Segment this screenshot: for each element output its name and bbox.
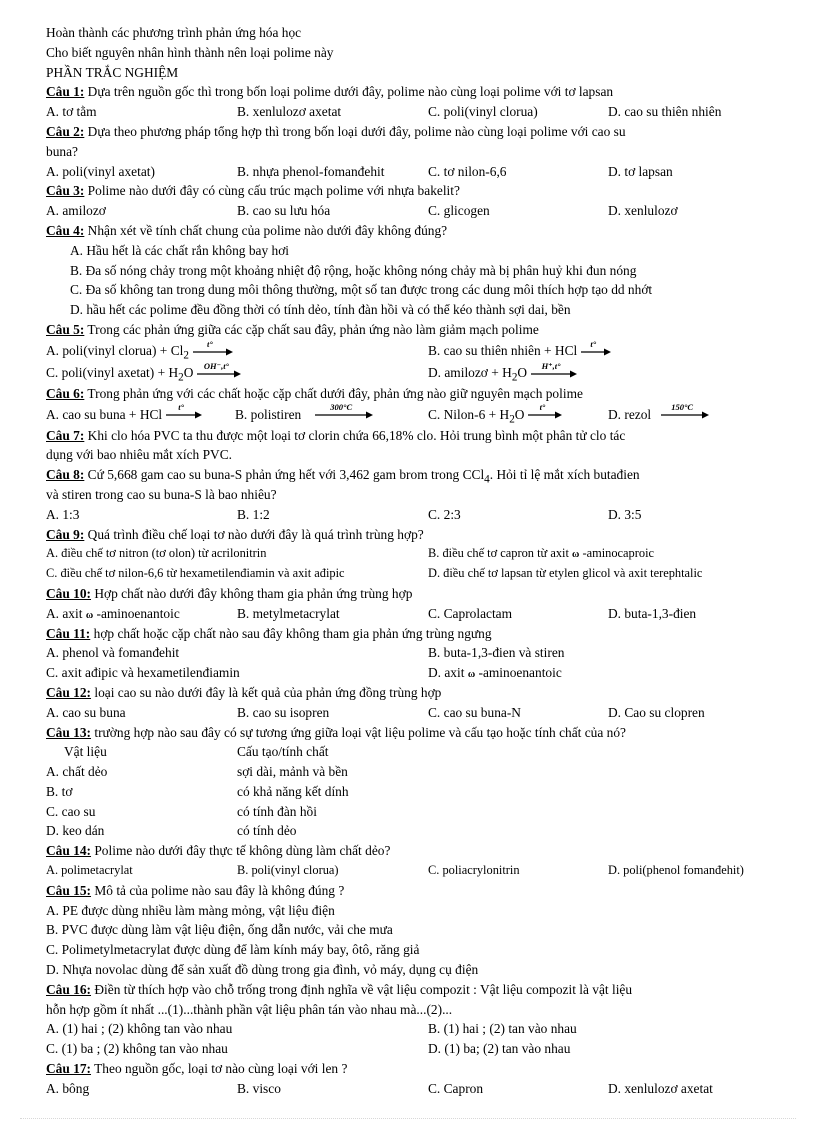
option-a: A. Hầu hết là các chất rắn không bay hơi	[70, 242, 290, 258]
option-a: A. axit ω -aminoenantoic	[46, 605, 180, 621]
option-c: C. Đa số không tan trong dung môi thông thường, một số tan được trong các dung môi thích hợp tạo dd nhớt	[70, 282, 653, 298]
option-b: B. (1) hai ; (2) tan vào nhau	[428, 1021, 577, 1037]
option-b: B. PVC được dùng làm vật liệu điện, ống dẫn nước, vải che mưa	[46, 922, 393, 938]
options-row	[46, 102, 772, 122]
options-row	[46, 1079, 772, 1099]
question-13	[46, 723, 772, 743]
option-c: C. Polimetylmetacrylat được dùng để làm kính máy bay, ôtô, răng giả	[46, 942, 420, 958]
question-label: Câu 2:	[46, 123, 85, 139]
option-b: B. nhựa phenol-fomanđehit	[237, 163, 385, 179]
question-text: Polime nào dưới đây thực tế không dùng làm chất dẻo?	[91, 843, 391, 859]
question-text: Hợp chất nào dưới đây không tham gia phản ứng trùng hợp	[91, 585, 413, 601]
question-text: hợp chất hoặc cặp chất nào sau đây không tham gia phản ứng trùng ngưng	[90, 625, 492, 641]
question-6	[46, 384, 772, 404]
option-b: B. poli(vinyl clorua)	[237, 863, 339, 878]
question-14	[46, 841, 772, 861]
question-3	[46, 181, 772, 201]
options-row	[46, 544, 772, 564]
options-row	[46, 1039, 772, 1059]
question-text-cont: buna?	[46, 143, 78, 159]
question-12	[46, 683, 772, 703]
options-row	[46, 703, 772, 723]
option-c: C. poli(vinyl clorua)	[428, 104, 538, 120]
question-label: Câu 1:	[46, 84, 85, 100]
question-label: Câu 8:	[46, 467, 85, 483]
reaction-c: C. Nilon-6 + $H_2O$ t°	[428, 404, 566, 431]
question-9	[46, 525, 772, 545]
arrow-icon: OH⁻,t°	[197, 370, 241, 378]
option-c: C. glicogen	[428, 203, 490, 219]
option-d: D. Nhựa novolac dùng để sản xuất đồ dùng trong gia đình, vỏ máy, dụng cụ điện	[46, 962, 479, 978]
row-material: C. cao su	[46, 803, 96, 819]
question-label: Câu 7:	[46, 427, 85, 443]
option-a: A. điều chế tơ nitron (tơ olon) từ acrilonitrin	[46, 546, 267, 561]
option-c: C. cao su buna-N	[428, 704, 521, 720]
option-d: D. tơ lapsan	[608, 163, 673, 179]
question-label: Câu 15:	[46, 882, 92, 898]
option-d: D. buta-1,3-đien	[608, 605, 697, 621]
option-b: B. xenlulozơ axetat	[237, 104, 342, 120]
question-label: Câu 3:	[46, 183, 85, 199]
table-row	[46, 802, 772, 822]
options-row	[46, 643, 772, 663]
row-material: D. keo dán	[46, 823, 105, 839]
option-a: A. poli(vinyl axetat)	[46, 163, 155, 179]
question-text: Theo nguồn gốc, loại tơ nào cùng loại với len ?	[91, 1061, 348, 1077]
table-row	[46, 782, 772, 802]
question-15	[46, 881, 772, 901]
question-text: trường hợp nào sau đây có sự tương ứng giữa loại vật liệu polime và cấu tạo hoặc tính chất của nó?	[91, 724, 627, 740]
reaction-b: B. polistiren 300°C	[235, 404, 377, 426]
options-row	[46, 1019, 772, 1039]
question-text: Quá trình điều chế loại tơ nào dưới đây là quá trình trùng hợp?	[84, 526, 424, 542]
option-a: A. polimetacrylat	[46, 863, 133, 878]
row-material: B. tơ	[46, 783, 73, 799]
question-17	[46, 1059, 772, 1079]
intro-line-1: Hoàn thành các phương trình phản ứng hóa học	[46, 25, 302, 40]
reaction-row	[46, 362, 772, 384]
arrow-icon: 300°C	[315, 411, 373, 419]
option-b: B. visco	[237, 1080, 281, 1096]
question-text-cont: và stiren trong cao su buna-S là bao nhiêu?	[46, 486, 277, 502]
option-b: B. Đa số nóng chảy trong một khoảng nhiệt độ rộng, hoặc không nóng chảy mà bị phân huỷ khi đun nóng	[70, 262, 637, 278]
options-row	[46, 663, 772, 683]
intro-line-2: Cho biết nguyên nhân hình thành nên loại polime này	[46, 44, 334, 60]
question-label: Câu 5:	[46, 321, 85, 337]
table-row	[46, 821, 772, 841]
option-d: D. cao su thiên nhiên	[608, 104, 722, 120]
question-8	[46, 465, 772, 485]
question-label: Câu 12:	[46, 684, 92, 700]
option-b: B. metylmetacrylat	[237, 605, 340, 621]
question-text: Khi clo hóa PVC ta thu được một loại tơ clorin chứa 66,18% clo. Hỏi trung bình một phân tử clo tác	[84, 427, 626, 443]
arrow-icon: 150°C	[661, 411, 709, 419]
question-label: Câu 11:	[46, 625, 91, 641]
option-a: A. (1) hai ; (2) không tan vào nhau	[46, 1021, 233, 1037]
column-header-property: Cấu tạo/tính chất	[237, 744, 329, 760]
question-text-cont: hỗn hợp gồm ít nhất ...(1)...thành phần vật liệu phân tán vào nhau mà...(2)...	[46, 1001, 453, 1017]
options-row	[46, 505, 772, 525]
option-c: C. (1) ba ; (2) không tan vào nhau	[46, 1041, 228, 1057]
option-a: A. bông	[46, 1080, 90, 1096]
question-10	[46, 584, 772, 604]
option-b: B. cao su isopren	[237, 704, 330, 720]
option-a: A. amilozơ	[46, 203, 106, 219]
options-row	[46, 564, 772, 584]
option-c: C. tơ nilon-6,6	[428, 163, 507, 179]
reaction-a: A. poli(vinyl clorua) + $Cl_2$ t°	[46, 340, 237, 367]
question-label: Câu 16:	[46, 981, 92, 997]
option-c: C. 2:3	[428, 506, 461, 522]
question-label: Câu 9:	[46, 526, 85, 542]
reaction-b: B. cao su thiên nhiên + HCl t°	[428, 340, 615, 362]
question-16	[46, 980, 772, 1000]
option-c: C. Caprolactam	[428, 605, 513, 621]
exam-page	[46, 23, 772, 1099]
question-4	[46, 221, 772, 241]
reaction-a: A. cao su buna + HCl t°	[46, 404, 206, 426]
question-label: Câu 10:	[46, 585, 92, 601]
reaction-c: C. poli(vinyl axetat) + $H_2O$ OH⁻,t°	[46, 362, 245, 389]
option-b: B. điều chế tơ capron từ axit ω -aminocaproic	[428, 546, 655, 561]
option-a: A. PE được dùng nhiều làm màng mỏng, vật liệu điện	[46, 902, 335, 918]
arrow-icon: t°	[166, 411, 202, 419]
question-label: Câu 17:	[46, 1061, 92, 1077]
options-row	[46, 201, 772, 221]
option-a: A. tơ tằm	[46, 104, 97, 120]
question-text: Trong phản ứng với các chất hoặc cặp chất dưới đây, phản ứng nào giữ nguyên mạch polime	[84, 385, 583, 401]
options-row	[46, 604, 772, 624]
question-text: Cứ 5,668 gam cao su buna-S phản ứng hết với 3,462 gam brom trong CCl$_4$. Hỏi tỉ lệ mắt xích butađien	[84, 467, 640, 486]
question-7	[46, 426, 772, 446]
table-header	[46, 742, 772, 762]
question-1	[46, 82, 772, 102]
option-d: D. Cao su clopren	[608, 704, 705, 720]
option-a: A. 1:3	[46, 506, 80, 522]
option-c: C. điều chế tơ nilon-6,6 từ hexametilenđiamin và axit ađipic	[46, 566, 345, 581]
option-a: A. phenol và fomanđehit	[46, 645, 180, 661]
question-label: Câu 13:	[46, 724, 92, 740]
section-heading: PHẦN TRẮC NGHIỆM	[46, 64, 179, 80]
arrow-icon: t°	[528, 411, 562, 419]
page-bottom-divider	[20, 1118, 796, 1119]
reaction-d: D. rezol 150°C	[608, 404, 713, 426]
question-text: Polime nào dưới đây có cùng cấu trúc mạch polime với nhựa bakelit?	[84, 183, 460, 199]
option-c: C. axit ađipic và hexametilenđiamin	[46, 665, 240, 681]
option-b: B. cao su lưu hóa	[237, 203, 331, 219]
reaction-d: D. amilozơ + $H_2O$ H⁺,t°	[428, 362, 581, 389]
question-text: Dựa trên nguồn gốc thì trong bốn loại polime dưới đây, polime nào cùng loại polime với tơ lapsan	[84, 84, 614, 100]
options-row	[46, 861, 772, 881]
question-text: Mô tả của polime nào sau đây là không đúng ?	[91, 882, 345, 898]
question-5	[46, 320, 772, 340]
arrow-icon: H⁺,t°	[531, 370, 577, 378]
option-d: D. hầu hết các polime đều đồng thời có tính dẻo, tính đàn hồi và có thể kéo thành sợi dai, bền	[70, 302, 571, 318]
reaction-row	[46, 340, 772, 362]
option-c: C. poliacrylonitrin	[428, 863, 520, 878]
question-text: Điền từ thích hợp vào chỗ trống trong định nghĩa về vật liệu compozit : Vật liệu compozit là vật liệu	[91, 981, 633, 997]
question-label: Câu 14:	[46, 843, 92, 859]
question-11	[46, 624, 772, 644]
options-row	[46, 162, 772, 182]
option-d: D. xenlulozơ	[608, 203, 678, 219]
question-label: Câu 4:	[46, 222, 85, 238]
question-2	[46, 122, 772, 142]
arrow-icon: t°	[193, 348, 233, 356]
option-d: D. poli(phenol fomanđehit)	[608, 863, 744, 878]
row-material: A. chất dẻo	[46, 764, 108, 780]
reaction-row	[46, 404, 772, 426]
row-property: có khả năng kết dính	[237, 783, 349, 799]
question-text: loại cao su nào dưới đây là kết quả của phản ứng đồng trùng hợp	[91, 684, 442, 700]
option-b: B. buta-1,3-đien và stiren	[428, 645, 565, 661]
question-label: Câu 6:	[46, 385, 85, 401]
question-text: Dựa theo phương pháp tổng hợp thì trong bốn loại dưới đây, polime nào cùng loại polime với cao su	[84, 123, 626, 139]
option-c: C. Capron	[428, 1080, 484, 1096]
question-text-cont: dụng với bao nhiêu mắt xích PVC.	[46, 447, 232, 463]
option-d: D. xenlulozơ axetat	[608, 1080, 713, 1096]
row-property: sợi dài, mảnh và bền	[237, 764, 348, 780]
arrow-icon: t°	[581, 348, 611, 356]
question-text: Nhận xét về tính chất chung của polime nào dưới đây không đúng?	[84, 222, 448, 238]
option-d: D. điều chế tơ lapsan từ etylen glicol và axit terephtalic	[428, 566, 703, 581]
row-property: có tính đàn hồi	[237, 803, 317, 819]
option-d: D. (1) ba; (2) tan vào nhau	[428, 1041, 571, 1057]
table-row	[46, 762, 772, 782]
row-property: có tính dẻo	[237, 823, 297, 839]
option-a: A. cao su buna	[46, 704, 126, 720]
question-text: Trong các phản ứng giữa các cặp chất sau đây, phản ứng nào làm giảm mạch polime	[84, 321, 539, 337]
column-header-material: Vật liệu	[64, 744, 107, 760]
option-b: B. 1:2	[237, 506, 270, 522]
option-d: D. 3:5	[608, 506, 642, 522]
option-d: D. axit ω -aminoenantoic	[428, 665, 562, 681]
